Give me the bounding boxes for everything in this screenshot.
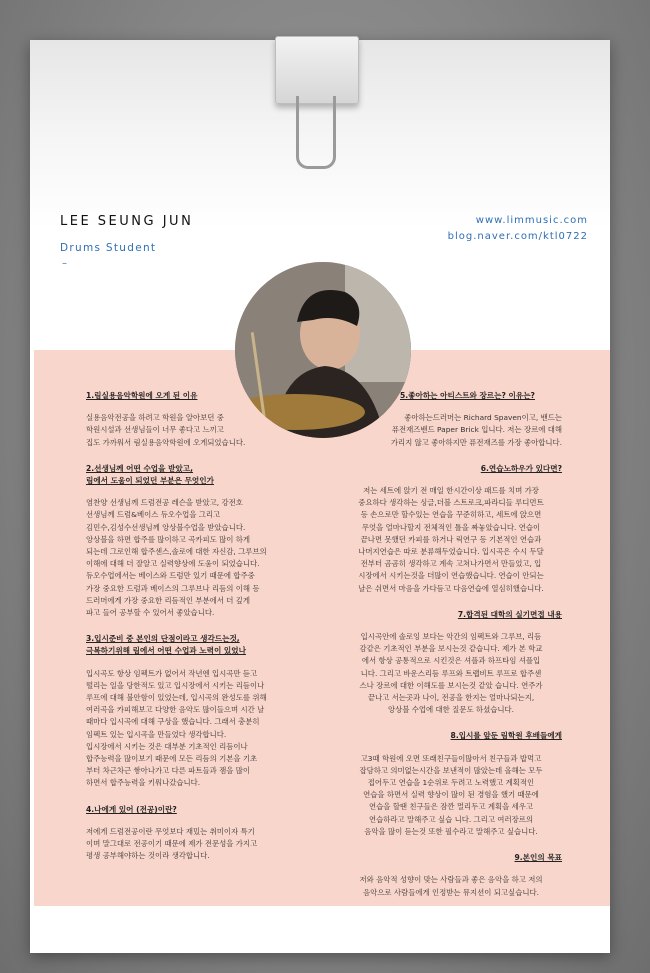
body-line: 전부터 곰곰히 생각하고 계속 고쳐나가면서 만들었고, 입 [360, 559, 542, 569]
qa-section-4 [86, 804, 316, 863]
body-line: 드러머에게 가장 중요한 리듬적인 부분에서 더 깊게 [86, 595, 251, 605]
section-title: 2.선생님께 어떤 수업을 받았고, 림에서 도움이 되었던 부분은 무엇인가 [86, 463, 214, 486]
body-line: 접어두고 연습을 1순위로 두려고 노력했고 계획적인 [367, 778, 535, 788]
qa-section-7 [340, 609, 562, 717]
body-line: 평생 공부해야하는 것이라 생각합니다. [86, 851, 210, 861]
body-line: 시장에서 시키는것을 더많이 연습했습니다. 연습이 안되는 [358, 571, 544, 581]
student-name: LEE SEUNG JUN [60, 214, 194, 229]
section-title: 9.본인의 목표 [514, 853, 562, 863]
body-line: 되는데 그로인해 합주센스,솔로에 대한 자신감, 그루브의 [86, 547, 267, 557]
body-line: 집도 가까워서 림실용음악학원에 오게되었습니다. [86, 437, 246, 447]
body-line: 스나 장르에 대한 이해도를 보시는것 같았 습니다. 연주가 [359, 680, 543, 690]
qa-section-1 [86, 390, 316, 449]
body-line: 연습을 하면서 실력 향상이 많이 된 경험을 했기 때문에 [363, 790, 539, 800]
section-title: 8.입시를 앞둔 림학원 후배들에게 [450, 731, 562, 741]
body-line: 무엇을 얼마나할지 전체적인 틀을 짜놓았습니다. 연습이 [361, 522, 541, 532]
qa-section-8 [340, 730, 562, 838]
body-line: 연습하라고 말해주고 싶습 니다. 그리고 여러장르의 [368, 814, 534, 824]
body-line: 앙상블을 하면 합주를 많이하고 곡카피도 많이 하게 [86, 534, 251, 544]
body-line: 입시장에서 시키는 것은 대부분 기초적인 리듬이나 [86, 741, 248, 751]
body-line: 끝나면 못했던 카피를 하거나 릭연구 등 기본적인 연습과 [360, 534, 542, 544]
body-line: 중요하다 생각하는 싱글,더블 스트로크,파라디들 루디먼트 [358, 498, 544, 508]
body-line: 앙상블 수업에 대한 질문도 하셨습니다. [388, 705, 514, 715]
body-line: 나머지연습은 따로 분류해두었습니다. 입시곡은 수시 두달 [358, 547, 544, 557]
body-line: 연습을 할땐 친구들은 잠깐 멀리두고 계획을 세우고 [368, 802, 534, 812]
qa-section-2 [86, 463, 316, 619]
body-line: 염찬양 선생님께 드럼전공 레슨을 받았고, 강전호 [86, 498, 243, 508]
body-line: 합주능력을 많이보기 때문에 모든 리듬의 기본을 기초 [86, 754, 258, 764]
body-line: 날은 쉬면서 마음을 가다듬고 다음연습에 열심히했습니다. [358, 583, 544, 593]
body-line: 입시곡도 항상 임펙트가 없어서 작년엔 입시곡만 듣고 [86, 668, 258, 678]
binder-clip-icon [275, 36, 359, 104]
website-link[interactable]: www.limmusic.com [475, 215, 588, 226]
body-line: 가리지 않고 좋아하지만 퓨전재즈를 가장 좋아합니다. [390, 437, 562, 447]
section-title: 3.입시준비 중 본인의 단점이라고 생각드는것, 극복하기위해 림에서 어떤 수업과 노력이 있었나 [86, 634, 246, 656]
left-column [86, 390, 316, 863]
body-line: 감같은 기초적인 부분을 보시는것 같습니다. 제가 본 학교 [359, 644, 543, 654]
body-line: 입시곡안에 솔로잉 보다는 악간의 임펙트와 그루브, 리듬 [360, 632, 542, 642]
body-line: 듀오수업에서는 베이스와 드럼만 있기 때문에 합주중 [86, 571, 255, 581]
section-title: 7.합격된 대학의 실기면접 내용 [457, 609, 562, 619]
student-role: Drums Student [60, 242, 157, 254]
body-line: 끝나고 서는곳과 나이, 전공을 한지는 얼마나되는지, [367, 693, 535, 703]
body-line: 루프에 대해 불안함이 있었는데, 입시곡의 완성도를 위해 [86, 693, 267, 703]
section-title: 4.나에게 있어 (전공)이란? [86, 804, 177, 814]
body-line: 등 손으로만 할수있는 연습을 꾸준히하고, 세트에 앉으면 [360, 510, 542, 520]
body-line: 에서 항상 공통적으로 시킨것은 셔플과 하프타임 셔플입 [361, 656, 541, 666]
body-line: 부터 차근차근 쌓아나가고 다른 파트들과 잼을 많이 [86, 766, 251, 776]
section-title: 1.림실용음악학원에 오게 된 이유 [86, 391, 198, 400]
body-line: 잡담하고 의미없는시간을 보낸적이 많았는데 올해는 모두 [359, 765, 543, 775]
qa-section-5 [340, 390, 562, 449]
body-line: 실용음악전공을 하려고 학원을 알아보던 중 [86, 413, 224, 423]
body-line: 좋아하는드러머는 Richard Spaven이고, 밴드는 [404, 413, 562, 423]
binder-clip-wire-icon [296, 96, 336, 169]
body-line: 음악을 많이 듣는것 또한 필수라고 말해주고 싶습니다. [364, 826, 538, 836]
body-line: 떨리는 일을 당한적도 있고 입시장에서 시키는 리듬이나 [86, 680, 265, 690]
body-line: 퓨전재즈밴드 Paper Brick 입니다. 저는 장르에 대해 [391, 425, 562, 435]
body-line: 음악으로 사람들에게 인정받는 뮤지션이 되고싶습니다. [363, 887, 539, 897]
qa-section-6 [340, 463, 562, 595]
body-line: 김민수,김성수선생님께 앙상블수업을 받았습니다. [86, 522, 246, 532]
body-line: 고3때 학원에 오면 또래친구들이많아서 친구들과 밥먹고 [360, 753, 542, 763]
blog-link[interactable]: blog.naver.com/ktl0722 [447, 231, 588, 242]
contact-links [448, 213, 588, 245]
body-line: 가장 중요한 드럼과 베이스의 그루브나 리듬의 이해 등 [86, 583, 260, 593]
section-title: 5.좋아하는 아티스트와 장르는? 이유는? [400, 391, 535, 400]
qa-section-9 [340, 852, 562, 899]
body-line: 이해에 대해 더 잘알고 실력향상에 도움이 되었습니다. [86, 559, 260, 569]
body-line: 학원시설과 선생님들이 너무 좋다고 느끼고 [86, 425, 224, 435]
body-line: 하면서 합주능력을 키워나갔습니다. [86, 778, 201, 788]
body-line: 저에게 드럼전공이란 무엇보다 재밌는 취미이자 특기 [86, 826, 255, 836]
body-line: 임펙트 있는 입시곡을 만들었다 생각합니다. [86, 729, 227, 739]
right-column [340, 390, 562, 899]
body-line: 때마다 입시곡에 대해 구상을 했습니다. 그래서 충분히 [86, 717, 260, 727]
body-line: 니다. 그리고 바운스리듬 루프와 트랩비트 루프로 합주센 [360, 668, 542, 678]
body-line: 저와 음악적 성향이 맞는 사람들과 좋은 음악을 하고 저의 [359, 875, 543, 885]
body-line: 저는 세트에 앉기 전 매일 한시간이상 패드를 치며 가장 [363, 486, 539, 496]
section-title: 6.연습노하우가 있다면? [480, 463, 562, 473]
body-line: 이며 말그대로 전공이기 때문에 제가 전문성을 가지고 [86, 839, 258, 849]
role-dash: – [62, 258, 67, 269]
qa-section-3 [86, 633, 316, 789]
body-line: 파고 들어 공부할 수 있어서 좋았습니다. [86, 608, 215, 618]
body-line: 선생님께 드럼&베이스 듀오수업을 그리고 [86, 510, 221, 520]
body-line: 여러곡을 카피해보고 다양한 음악도 많이들으며 시간 날 [86, 705, 265, 715]
